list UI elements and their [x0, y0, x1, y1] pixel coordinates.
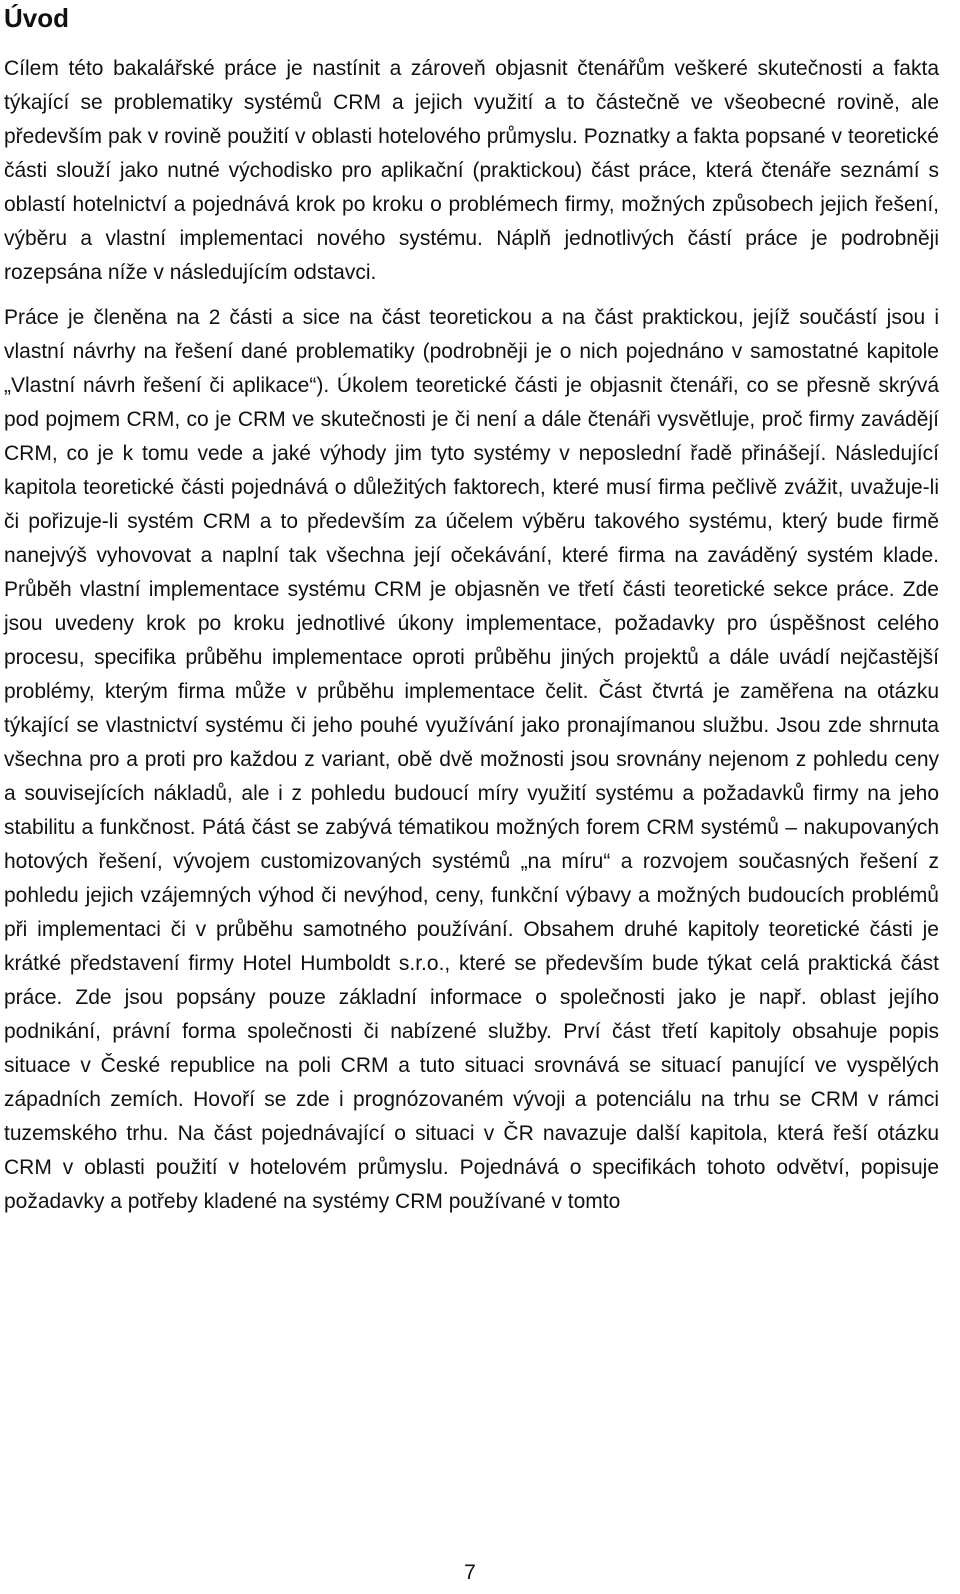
- paragraph-1: Cílem této bakalářské práce je nastínit a zároveň objasnit čtenářům veškeré skutečnosti a fakta týkající se problematiky systémů CRM a jejich využití a to částečně ve všeobecné rovině, ale především pak v rovině použití v oblasti hotelového průmyslu. Poznatky a fakta popsané v teoretické části slouží jako nutné východisko pro aplikační (praktickou) část práce, která čtenáře seznámí s oblastí hotelnictví a pojednává krok po kroku o problémech firmy, možných způsobech jejich řešení, výběru a vlastní implementaci nového systému. Náplň jednotlivých částí práce je podrobněji rozepsána níže v následujícím odstavci.: [4, 57, 939, 284]
- page-number: 7: [464, 1561, 476, 1584]
- paragraph-2: Práce je členěna na 2 části a sice na část teoretickou a na část praktickou, jejíž součástí jsou i vlastní návrhy na řešení dané problematiky (podrobněji je o nich pojednáno v samostatné kapitole „Vlastní návrh řešení či aplikace“). Úkolem teoretické části je objasnit čtenáři, co se přesně skrývá pod pojmem CRM, co je CRM ve skutečnosti je či není a dále čtenáři vysvětluje, proč firmy zavádějí CRM, co je k tomu vede a jaké výhody jim tyto systémy v neposlední řadě přinášejí. Následující kapitola teoretické části pojednává o důležitých faktorech, které musí firma pečlivě zvážit, uvažuje-li či pořizuje-li systém CRM a to především za účelem výběru takového systému, který bude firmě nanejvýš vyhovovat a naplní tak všechna její očekávání, které firma na zaváděný systém klade. Průběh vlastní implementace systému CRM je objasněn ve třetí části teoretické sekce práce. Zde jsou uvedeny krok po kroku jednotlivé úkony implementace, požadavky pro úspěšnost celého procesu, specifika průběhu implementace oproti průběhu jiných projektů a dále uvádí nejčastější problémy, kterým firma může v průběhu implementace čelit. Část čtvrtá je zaměřena na otázku týkající se vlastnictví systému či jeho pouhé využívání jako pronajímanou službu. Jsou zde shrnuta všechna pro a proti pro každou z variant, obě dvě možnosti jsou srovnány nejenom z pohledu ceny a souvisejících nákladů, ale i z pohledu budoucí míry využití systému a požadavků firmy na jeho stabilitu a funkčnost. Pátá část se zabývá tématikou možných forem CRM systémů – nakupovaných hotových řešení, vývojem customizovaných systémů „na míru“ a rozvojem současných řešení z pohledu jejich vzájemných výhod či nevýhod, ceny, funkční výbavy a možných budoucích problémů při implementaci či v průběhu samotného používání. Obsahem druhé kapitoly teoretické části je krátké představení firmy Hotel Humboldt s.r.o., které se především bude týkat celá praktická část práce. Zde jsou popsány pouze základní informace o společnosti jako je např. oblast jejího podnikání, právní forma společnosti či nabízené služby. Prví část třetí kapitoly obsahuje popis situace v České republice na poli CRM a tuto situaci srovnává se situací panující ve vyspělých západních zemích. Hovoří se zde i prognózovaném vývoji a potenciálu na trhu se CRM v rámci tuzemského trhu. Na část pojednávající o situaci v ČR navazuje další kapitola, která řeší otázku CRM v oblasti použití v hotelovém průmyslu. Pojednává o specifikách tohoto odvětví, popisuje požadavky a potřeby kladené na systémy CRM používané v tomto: [4, 306, 939, 1213]
- document-body: [4, 2, 939, 1219]
- section-heading: Úvod: [4, 3, 69, 33]
